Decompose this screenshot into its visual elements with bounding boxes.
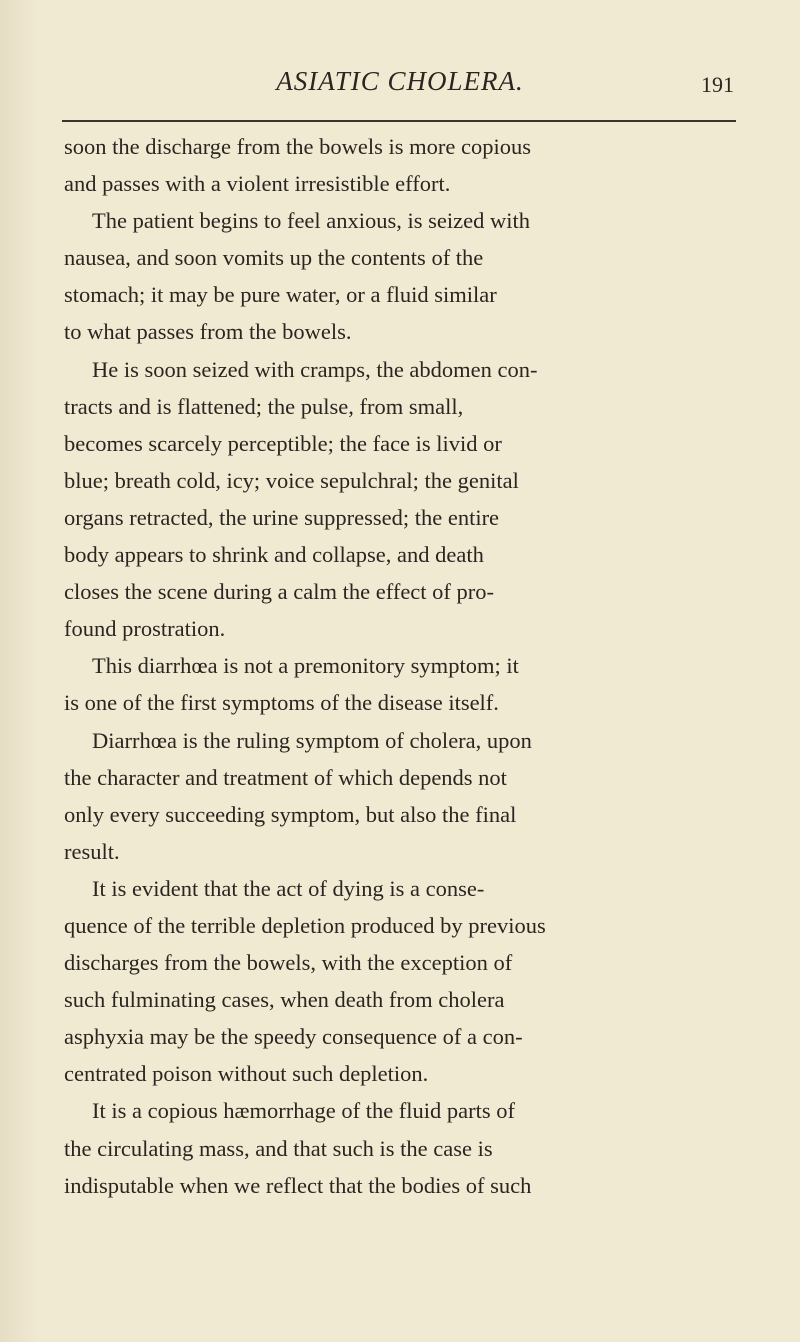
text-line: found prostration. [64, 616, 226, 642]
text-line: such fulminating cases, when death from cholera [64, 987, 505, 1013]
running-head [64, 66, 736, 106]
text-line: discharges from the bowels, with the exception of [64, 950, 513, 976]
text-line: and passes with a violent irresistible effort. [64, 171, 451, 197]
text-line: nausea, and soon vomits up the contents of the [64, 245, 484, 271]
text-line: to what passes from the bowels. [64, 319, 352, 345]
text-line: The patient begins to feel anxious, is seized with [92, 208, 531, 234]
text-line: It is a copious hæmorrhage of the fluid parts of [92, 1098, 516, 1124]
text-line: indisputable when we reflect that the bodies of such [64, 1172, 532, 1198]
text-line: It is evident that the act of dying is a conse- [92, 875, 485, 901]
body-text [64, 128, 744, 1204]
text-line: result. [64, 838, 120, 864]
text-line: blue; breath cold, icy; voice sepulchral; the genital [64, 467, 519, 493]
text-line: the character and treatment of which depends not [64, 764, 507, 790]
text-line: the circulating mass, and that such is the case is [64, 1135, 493, 1161]
text-line: organs retracted, the urine suppressed; the entire [64, 504, 500, 530]
text-line: is one of the first symptoms of the disease itself. [64, 690, 499, 716]
text-line: becomes scarcely perceptible; the face is livid or [64, 430, 502, 456]
text-line: soon the discharge from the bowels is more copious [64, 134, 531, 159]
text-line: quence of the terrible depletion produced by previous [64, 912, 546, 938]
header-rule [62, 120, 736, 122]
text-line: tracts and is flattened; the pulse, from small, [64, 393, 464, 419]
page-title: ASIATIC CHOLERA. [276, 66, 524, 96]
text-line: He is soon seized with cramps, the abdomen con- [92, 356, 538, 382]
text-line: only every succeeding symptom, but also the final [64, 801, 517, 827]
text-line: asphyxia may be the speedy consequence of a con- [64, 1024, 523, 1050]
text-line: body appears to shrink and collapse, and death [64, 542, 484, 568]
text-line: stomach; it may be pure water, or a fluid similar [64, 282, 497, 308]
text-line: Diarrhœa is the ruling symptom of cholera, upon [92, 727, 532, 753]
text-line: centrated poison without such depletion. [64, 1061, 429, 1087]
page-number: 191 [701, 72, 734, 97]
text-line: closes the scene during a calm the effect of pro- [64, 579, 495, 605]
text-line: This diarrhœa is not a premonitory symptom; it [92, 653, 519, 679]
